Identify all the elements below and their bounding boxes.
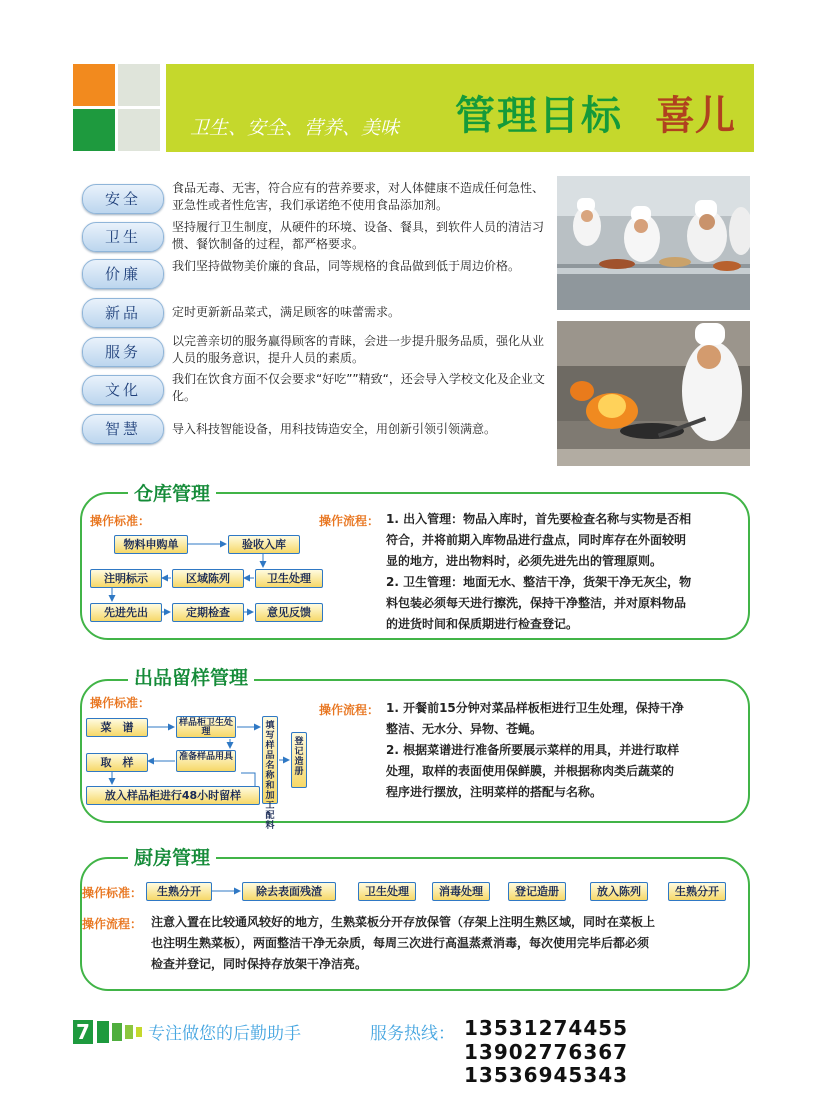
value-text-price: 我们坚持做物美价廉的食品，同等规格的食品做到低于周边价格。	[172, 259, 521, 273]
sample-flow-line-4: 处理，取样的表面使用保鲜膜，并根据称肉类后蔬菜的	[386, 764, 675, 778]
flow-box-tools: 准备样品用具	[176, 750, 236, 772]
flow-box-feedback: 意见反馈	[255, 603, 323, 622]
footer-bar-1	[97, 1021, 109, 1043]
warehouse-flow-line-4: 2. 卫生管理：地面无水、整洁干净，货架干净无灰尘，物	[386, 575, 692, 589]
flow-box-label: 注明标示	[90, 569, 162, 588]
value-text-wisdom: 导入科技智能设备，用科技铸造安全，用创新引领引领满意。	[172, 422, 497, 436]
flow-box-zone: 区域陈列	[172, 569, 244, 588]
flow-box-menu: 菜 谱	[86, 718, 148, 737]
page-number: 7	[73, 1020, 93, 1044]
kitchen-flow-line-2: 也注明生熟菜板），两面整洁干净无杂质，每周三次进行高温蒸煮消毒，每次使用完毕后都必须	[151, 936, 650, 950]
footer-bar-2	[112, 1023, 122, 1041]
kitchen-step-1: 生熟分开	[146, 882, 212, 901]
value-pill-service: 服务	[82, 337, 164, 367]
sample-title: 出品留样管理	[128, 663, 254, 690]
kitchen-step-2: 除去表面残渣	[242, 882, 336, 901]
sample-flow-line-3: 2. 根据菜谱进行准备所要展示菜样的用具，并进行取样	[386, 743, 680, 757]
sample-flow-line-2: 整洁、无水分、异物、苍蝇。	[386, 722, 543, 736]
flow-box-receive: 验收入库	[228, 535, 300, 554]
warehouse-flow-line-3: 显的地方，进出物料时，必须先进先出的管理原则。	[386, 554, 663, 568]
kitchen-flow-line-1: 注意入置在比较通风较好的地方，生熟菜板分开存放保管（存架上注明生熟区域，同时在菜板上	[151, 915, 656, 929]
flow-box-purchase: 物料申购单	[114, 535, 188, 554]
kitchen-title: 厨房管理	[128, 843, 216, 870]
hotline-label: 服务热线：	[370, 1024, 455, 1044]
value-text-hygiene: 坚持履行卫生制度，从硬件的环境、设备、餐具，到软件人员的清洁习惯、餐饮制备的过程，都严格要求。	[172, 220, 545, 251]
kitchen-step-4: 消毒处理	[432, 882, 490, 901]
sample-std-label: 操作标准：	[90, 696, 151, 710]
flow-box-sample: 取 样	[86, 753, 148, 772]
flow-box-48h: 放入样品柜进行48小时留样	[86, 786, 260, 805]
warehouse-flow-line-6: 的进货时间和保质期进行检查登记。	[386, 617, 579, 631]
phone-number-3: 13536945343	[464, 1063, 629, 1087]
footer-bar-4	[136, 1027, 142, 1037]
value-pill-wisdom: 智慧	[82, 414, 164, 444]
footer-bar-3	[125, 1025, 133, 1039]
footer-tagline: 专注做您的后勤助手	[148, 1024, 301, 1044]
sample-flow-line-5: 程序进行摆放，注明菜样的搭配与名称。	[386, 785, 603, 799]
kitchen-flow-label: 操作流程：	[82, 917, 143, 931]
kitchen-std-label: 操作标准：	[82, 886, 143, 900]
warehouse-flow-line-1: 1. 出入管理：物品入库时，首先要检查名称与实物是否相	[386, 512, 692, 526]
warehouse-std-label: 操作标准：	[90, 514, 151, 528]
value-text-new: 定时更新新品菜式，满足顾客的味蕾需求。	[172, 305, 401, 319]
header-tagline: 卫生、安全、营养、美味	[190, 117, 400, 139]
warehouse-flow-label: 操作流程：	[319, 514, 380, 528]
flow-box-fifo: 先进先出	[90, 603, 162, 622]
value-pill-new: 新品	[82, 298, 164, 328]
brand-name: 喜儿	[655, 93, 735, 139]
sample-flow-line-1: 1. 开餐前15分钟对菜品样板柜进行卫生处理，保持干净	[386, 701, 684, 715]
value-pill-safety: 安全	[82, 184, 164, 214]
warehouse-title: 仓库管理	[128, 479, 216, 506]
value-pill-culture: 文化	[82, 375, 164, 405]
flow-box-cabinet-clean: 样品柜卫生处理	[176, 716, 236, 738]
warehouse-flow-line-2: 符合，并将前期入库物品进行盘点，同时库存在外面较明	[386, 533, 687, 547]
kitchen-step-7: 生熟分开	[668, 882, 726, 901]
kitchen-step-6: 放入陈列	[590, 882, 648, 901]
kitchen-step-5: 登记造册	[508, 882, 566, 901]
sample-flow-label: 操作流程：	[319, 703, 380, 717]
flow-box-hygiene: 卫生处理	[255, 569, 323, 588]
warehouse-flow-line-5: 料包装必须每天进行擦洗，保持干净整洁，并对原料物品	[386, 596, 687, 610]
kitchen-flow-line-3: 检查并登记，同时保持存放架干净洁亮。	[151, 957, 368, 971]
value-text-service: 以完善亲切的服务赢得顾客的青睐，会进一步提升服务品质，强化从业人员的服务意识，提升人员的素质。	[172, 334, 545, 365]
phone-number-1: 13531274455	[464, 1016, 629, 1040]
header-title: 管理目标	[455, 93, 623, 139]
flow-box-fill-name: 填写样品名称和加工配料	[262, 716, 278, 804]
flow-box-register: 登记造册	[291, 732, 307, 788]
value-pill-price: 价廉	[82, 259, 164, 289]
value-pill-hygiene: 卫生	[82, 222, 164, 252]
flow-box-check: 定期检查	[172, 603, 244, 622]
phone-number-2: 13902776367	[464, 1040, 629, 1064]
value-text-culture: 我们在饮食方面不仅会要求“好吃””精致“，还会导入学校文化及企业文化。	[172, 372, 545, 403]
value-text-safety: 食品无毒、无害，符合应有的营养要求，对人体健康不造成任何急性、亚急性或者性危害，我们承诺绝不使用食品添加剂。	[172, 181, 545, 212]
kitchen-step-3: 卫生处理	[358, 882, 416, 901]
